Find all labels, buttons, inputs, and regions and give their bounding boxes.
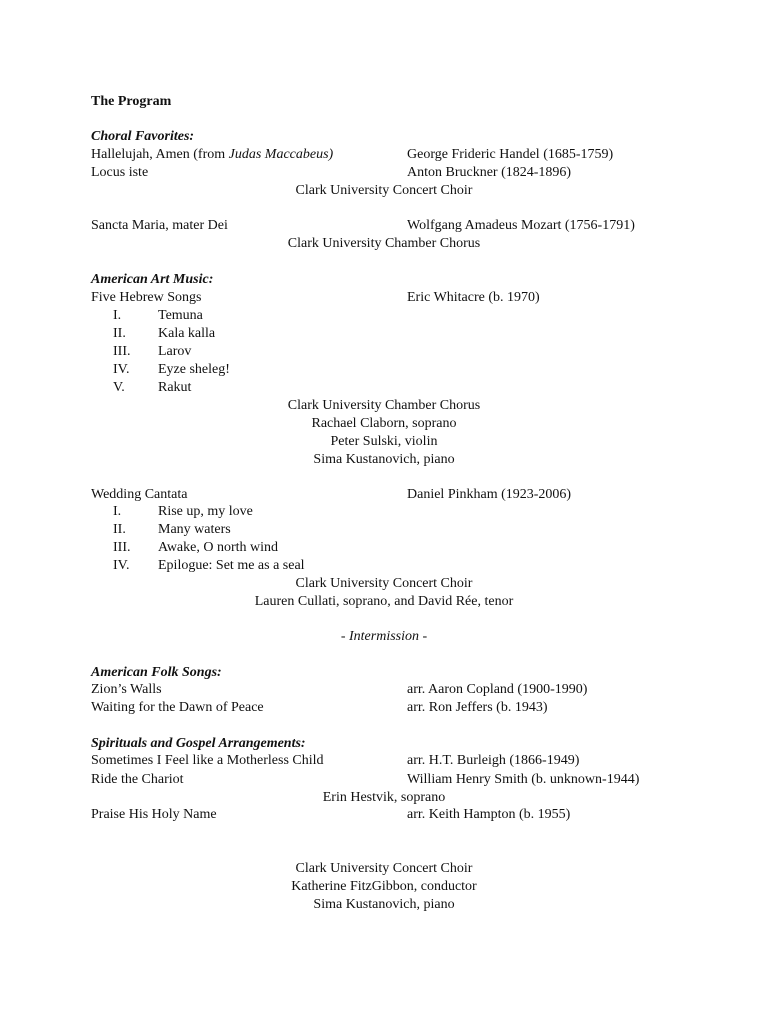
page-title: The Program [91,94,172,109]
composer-mozart: Wolfgang Amadeus Mozart (1756-1791) [407,218,635,233]
piece-sancta-maria: Sancta Maria, mater Dei [91,218,228,233]
performer-line: Sima Kustanovich, piano [313,452,455,467]
piece-zions-walls: Zion’s Walls [91,682,162,697]
piece-wedding-cantata: Wedding Cantata [91,487,188,502]
performer-line: Lauren Cullati, soprano, and David Rée, tenor [254,594,514,609]
intermission-label: - Intermission - [340,629,428,644]
piece-hallelujah [91,146,333,164]
movement-number: III. [113,344,131,359]
movement-title: Larov [158,344,192,359]
composer-burleigh: arr. H.T. Burleigh (1866-1949) [407,753,580,768]
performer-chamber-chorus: Clark University Chamber Chorus [287,236,481,251]
movement-number: V. [113,380,125,395]
movement-number: III. [113,540,131,555]
movement-number: IV. [113,362,130,377]
section-heading-american-art: American Art Music: [91,272,214,287]
movement-title: Rakut [158,380,192,395]
movement-number: II. [113,522,126,537]
performer-concert-choir: Clark University Concert Choir [295,183,473,198]
composer-jeffers: arr. Ron Jeffers (b. 1943) [407,700,548,715]
movement-number: II. [113,326,126,341]
piece-motherless-child: Sometimes I Feel like a Motherless Child [91,753,324,768]
movement-title: Many waters [158,522,231,537]
performer-line: Rachael Claborn, soprano [311,416,457,431]
performer-line: Peter Sulski, violin [330,434,438,449]
movement-title: Eyze sheleg! [158,362,230,377]
movement-title: Epilogue: Set me as a seal [158,558,305,573]
piece-locus-iste: Locus iste [91,165,149,180]
performer-line: Clark University Chamber Chorus [287,398,481,413]
composer-hampton: arr. Keith Hampton (b. 1955) [407,807,571,822]
performer-line: Clark University Concert Choir [295,576,473,591]
composer-handel: George Frideric Handel (1685-1759) [407,147,614,162]
movement-number: I. [113,504,122,519]
composer-whitacre: Eric Whitacre (b. 1970) [407,290,540,305]
piece-praise-his-holy-name: Praise His Holy Name [91,807,217,822]
section-heading-spirituals: Spirituals and Gospel Arrangements: [91,736,306,751]
credit-line: Katherine FitzGibbon, conductor [291,879,477,894]
piece-five-hebrew-songs: Five Hebrew Songs [91,290,202,305]
piece-hallelujah-title: Hallelujah, Amen (from [91,147,229,162]
soloist-line: Erin Hestvik, soprano [322,790,446,805]
credit-line: Clark University Concert Choir [295,861,473,876]
composer-copland: arr. Aaron Copland (1900-1990) [407,682,588,697]
piece-waiting-dawn: Waiting for the Dawn of Peace [91,700,264,715]
piece-ride-the-chariot: Ride the Chariot [91,772,184,787]
movement-title: Kala kalla [158,326,216,341]
composer-pinkham: Daniel Pinkham (1923-2006) [407,487,572,502]
movement-number: IV. [113,558,130,573]
composer-smith: William Henry Smith (b. unknown-1944) [407,772,640,787]
section-heading-choral: Choral Favorites: [91,129,195,144]
credit-line: Sima Kustanovich, piano [313,897,455,912]
movement-title: Awake, O north wind [158,540,279,555]
piece-hallelujah-source: Judas Maccabeus) [228,147,334,162]
movement-title: Rise up, my love [158,504,253,519]
movement-number: I. [113,308,122,323]
composer-bruckner: Anton Bruckner (1824-1896) [407,165,572,180]
section-heading-folk: American Folk Songs: [91,665,222,680]
movement-title: Temuna [158,308,203,323]
